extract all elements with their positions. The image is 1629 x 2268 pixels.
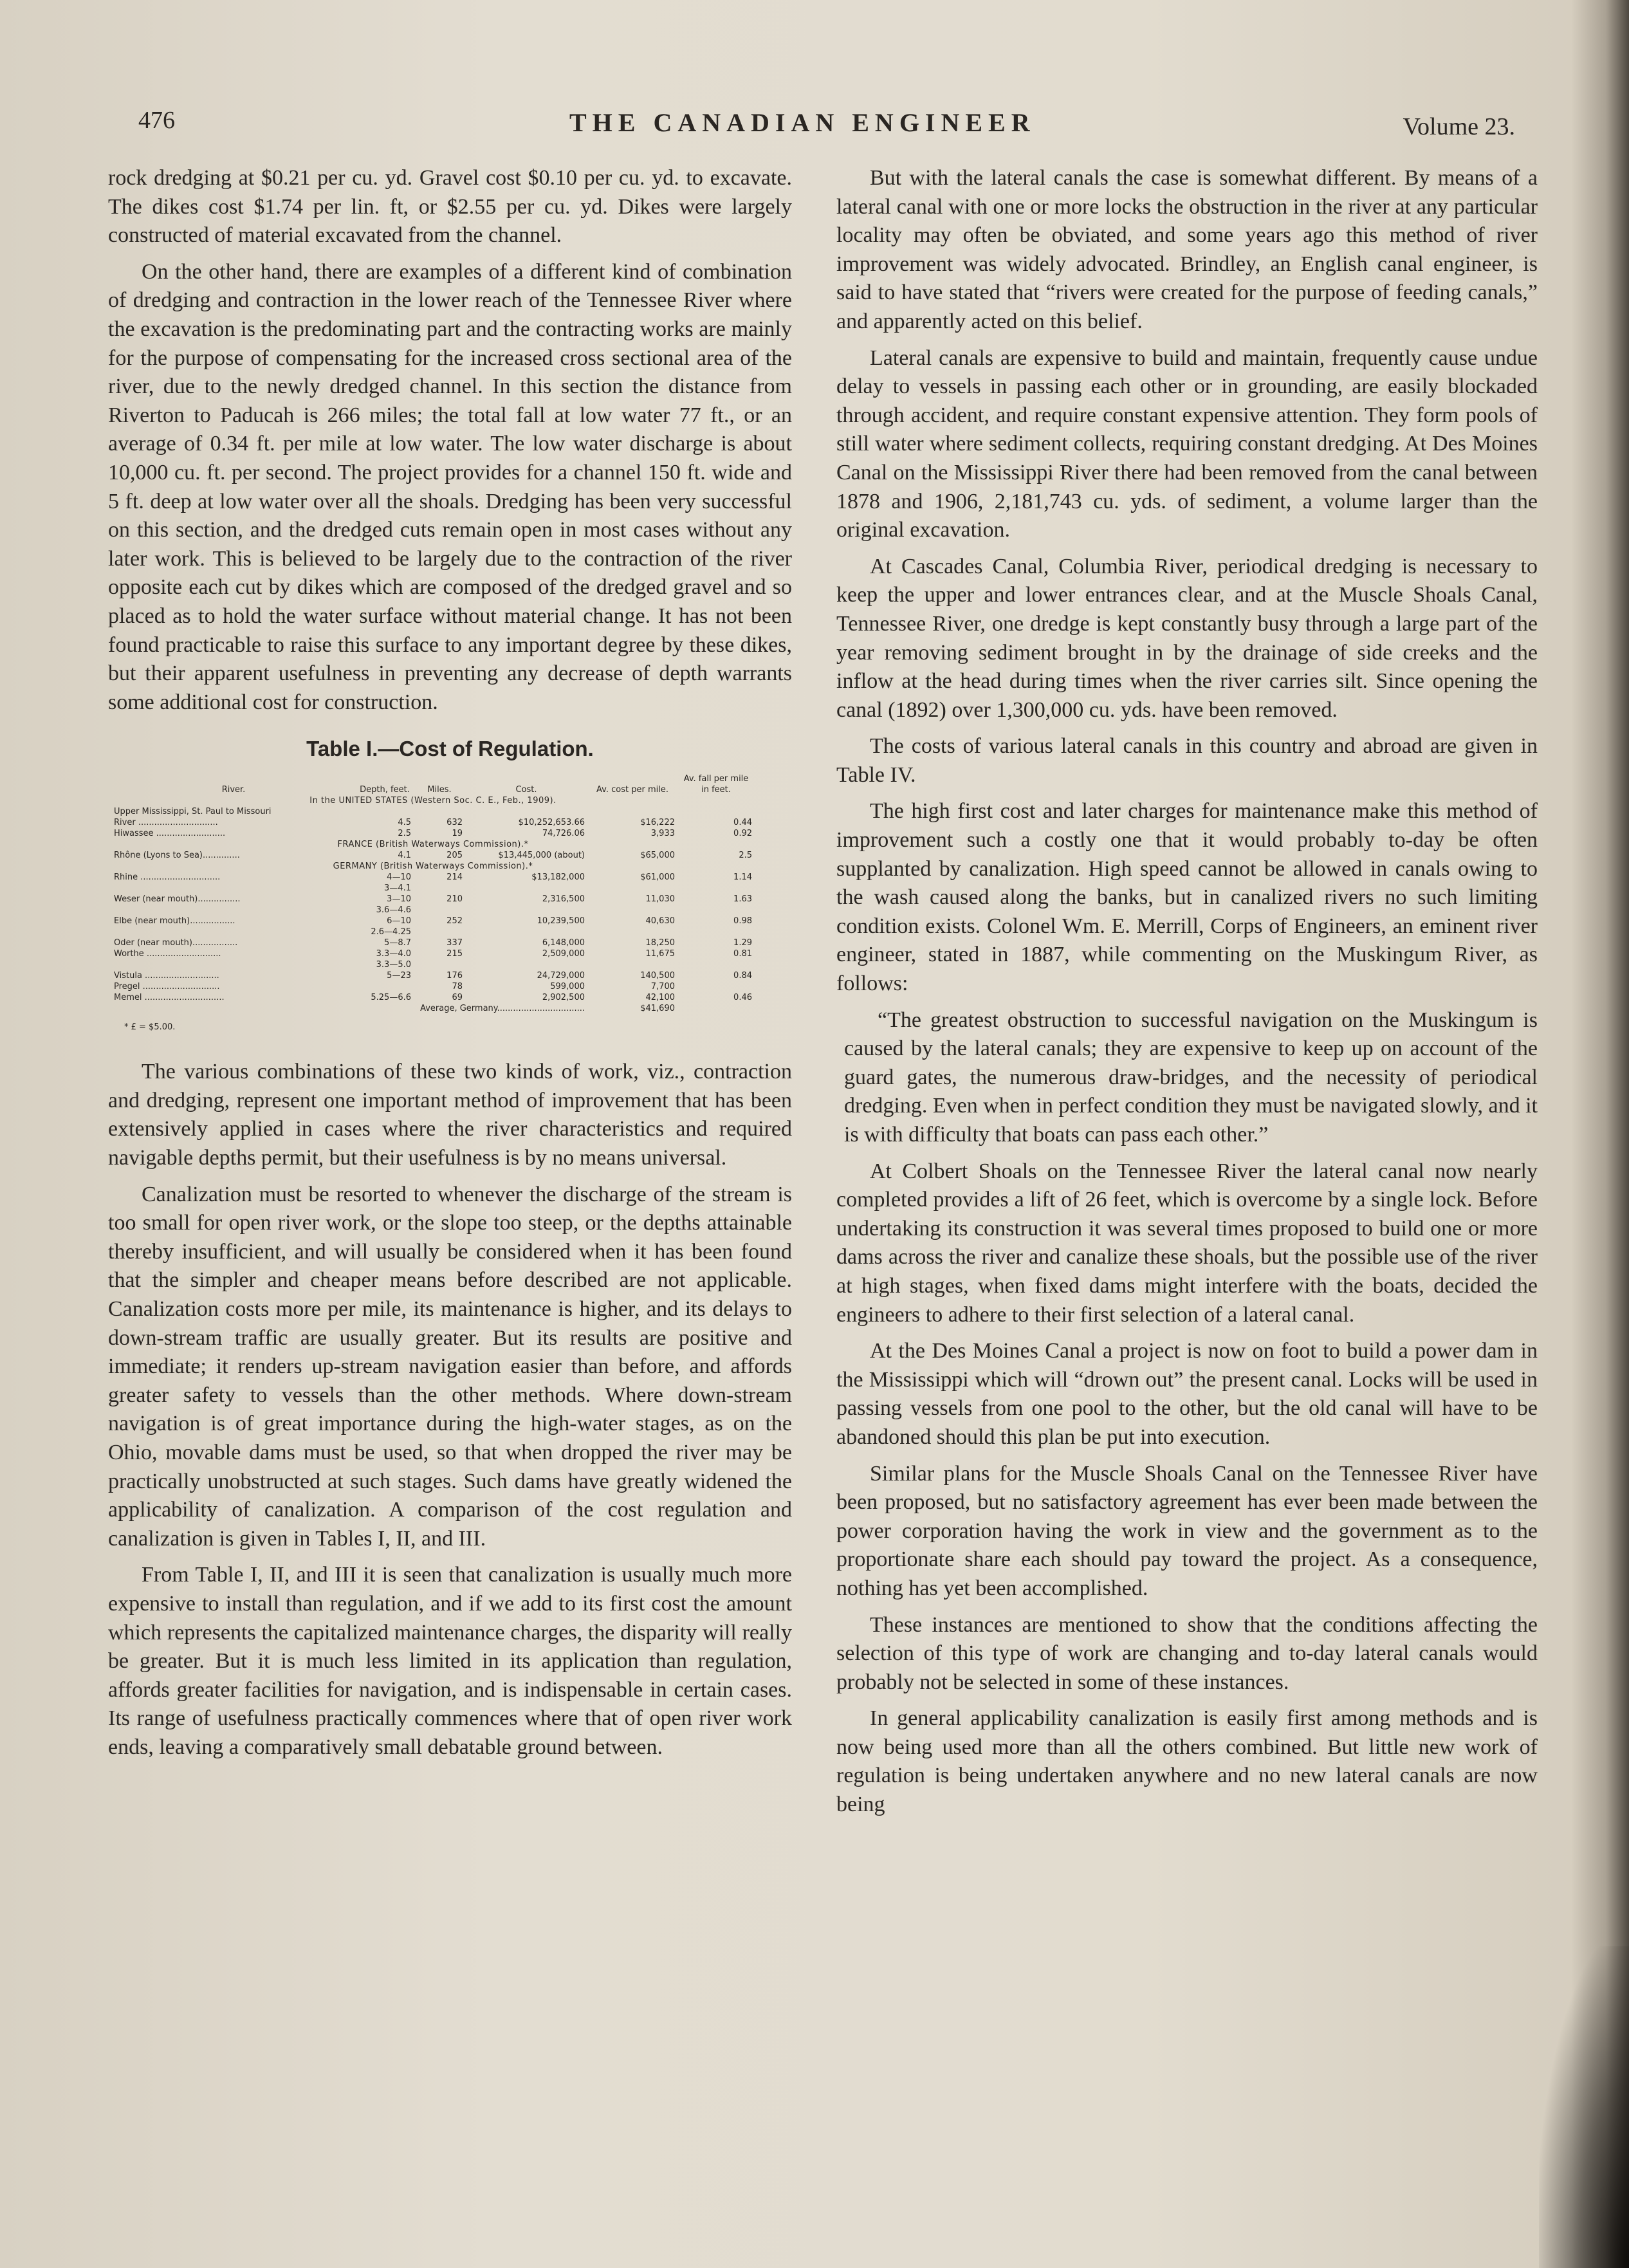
table-cell-miles — [414, 927, 465, 937]
table-header-row — [111, 773, 755, 795]
paragraph: At the Des Moines Canal a project is now on foot to build a power dam in the Mississippi which will “drown out” the present canal. Locks will be used in passing vessels from one pool to the other, but the old canal will have to be abandoned should this plan be put into execution. — [836, 1339, 1538, 1449]
table-cell-av-cost: 40,630 — [645, 916, 675, 927]
table-row — [111, 828, 755, 839]
table-cell-depth — [356, 981, 414, 992]
table-cell-depth: 5—8.7 — [384, 938, 411, 948]
table-cell-river: Rhine .............................. — [114, 872, 221, 883]
table-cell-miles: 205 — [446, 851, 463, 861]
table-cell-av-cost — [587, 959, 677, 970]
table-section-heading-row — [111, 795, 755, 806]
table-cell-cost: 6,148,000 — [542, 938, 585, 948]
table-cell-av-cost: 18,250 — [645, 938, 675, 948]
table-cell-av-cost: 42,100 — [645, 993, 675, 1003]
table-cell-av-cost — [587, 883, 677, 894]
table-cell-miles: 176 — [446, 971, 463, 981]
table-cell-cost: 2,316,500 — [542, 894, 585, 905]
table-cell-miles: 215 — [446, 949, 463, 959]
table-cell-av-cost: 3,933 — [650, 829, 675, 839]
table-cell-depth: 2.6—4.25 — [371, 927, 411, 937]
paragraph: The various combinations of these two kinds of work, viz., contraction and dredging, represent one important method of improvement that has been extensively applied in cases where the river characteristics and required navigable depths permit, but their usefulness is by no means universal. — [108, 1060, 792, 1170]
table-cell-river: Oder (near mouth)................. — [114, 938, 238, 948]
table-cell-av-fall: 0.84 — [733, 971, 752, 981]
table-cell-depth: 3.3—4.0 — [376, 949, 411, 959]
table-cell-depth: 2.5 — [398, 829, 411, 839]
table-cell-miles: 214 — [446, 872, 463, 883]
table-section-heading-row — [111, 839, 755, 850]
table-cell-river: Memel .............................. — [114, 993, 225, 1003]
table-cell-depth: 4—10 — [387, 872, 411, 883]
table-cell-av-fall: 0.44 — [733, 818, 752, 828]
table-row — [111, 948, 755, 959]
table-cell-river: Upper Mississippi, St. Paul to Missouri — [114, 807, 272, 817]
table-cell-av-fall — [677, 981, 755, 992]
table-row — [111, 850, 755, 861]
column-header-av-fall: Av. fall per mile in feet. — [683, 774, 749, 795]
table-row — [111, 937, 755, 948]
table-row — [111, 981, 755, 992]
table-cell-av-cost: 11,675 — [645, 949, 675, 959]
paragraph: Canalization must be resorted to whenever the discharge of the stream is too small for open river work, or the slope too steep, or the depths attainable thereby insufficient, and will usually be considered when it has been found that the simpler and cheaper means before described are not applicable. Canalization costs more per mile, its maintenance is higher, and its delays to down-stream traffic are usually greater. But its results are positive and immediate; it renders up-stream navigation easier than before, and affords greater safety to vessels than the other methods. Where down-stream navigation is of great importance during the high-water stages, as on the Ohio, movable dams must be used, so that when dropped the river may be practically unobstructed at such stages. Such dams have greatly widened the applicability of canalization. A comparison of the cost regulation and canalization is given in Tables I, II, and III. — [108, 1182, 792, 1551]
table-cell-river: Weser (near mouth)................ — [114, 894, 241, 905]
table-cell-depth: 3—10 — [387, 894, 411, 905]
table-cell-river: Elbe (near mouth)................. — [114, 916, 235, 927]
table-cell-depth: 5—23 — [387, 971, 411, 981]
column-header-miles: Miles. — [427, 785, 452, 795]
table-cell-av-fall — [677, 883, 755, 894]
table-row — [111, 894, 755, 905]
table-row — [111, 959, 755, 970]
table-cell-cost: 24,729,000 — [537, 971, 585, 981]
table-cell-river: Hiwassee .......................... — [114, 829, 226, 839]
table-cell-av-cost: 11,030 — [645, 894, 675, 905]
table-average-value: $41,690 — [640, 1004, 675, 1014]
paragraph: At Colbert Shoals on the Tennessee River the lateral canal now nearly completed provides a lift of 26 feet, which is overcome by a single lock. Before undertaking its construction it was several times proposed to build one or more dams across the river and canalize these shoals, but the possible use of the river at high stages, when fixed dams might interfere with the boats, decided the engineers to adhere to their first selection of a lateral canal. — [836, 1159, 1538, 1327]
table-cell-cost — [465, 806, 587, 817]
table-row — [111, 872, 755, 883]
table-cell-av-fall: 0.81 — [733, 949, 752, 959]
paragraph: Similar plans for the Muscle Shoals Canal on the Tennessee River have been proposed, but no satisfactory agreement has ever been made between the power corporation having the work in view and the government as to the proportionate share each should pay toward the project. As a consequence, nothing has yet been accomplished. — [836, 1461, 1538, 1600]
table-row — [111, 817, 755, 828]
table-section-heading-row — [111, 861, 755, 872]
volume-label: Volume 23. — [1403, 113, 1515, 140]
table-row — [111, 806, 755, 817]
table-row — [111, 992, 755, 1003]
table-cell-av-fall: 1.14 — [733, 872, 752, 883]
table-section-heading: FRANCE (British Waterways Commission).* — [337, 840, 529, 850]
table-cell-cost — [465, 927, 587, 937]
table-section-heading: In the UNITED STATES (Western Soc. C. E., Feb., 1909). — [309, 796, 557, 806]
table-cell-river: Rhône (Lyons to Sea).............. — [114, 851, 240, 861]
journal-title: THE CANADIAN ENGINEER — [569, 108, 1036, 137]
table-cell-depth: 5.25—6.6 — [371, 993, 411, 1003]
table-section-heading: GERMANY (British Waterways Commission).* — [333, 862, 533, 872]
table-cell-av-fall — [677, 806, 755, 817]
column-header-cost: Cost. — [515, 785, 537, 795]
table-cell-depth: 3.6—4.6 — [376, 905, 411, 916]
column-header-river: River. — [221, 785, 246, 795]
paragraph: rock dredging at $0.21 per cu. yd. Gravel cost $0.10 per cu. yd. to excavate. The dikes cost $1.74 per lin. ft, or $2.55 per cu. yd. Dikes were largely constructed of material excavated from the channel. — [108, 166, 792, 248]
table-cell-cost — [465, 959, 587, 970]
table-cell-miles: 69 — [452, 993, 463, 1003]
table-cell-depth — [356, 806, 414, 817]
table-cell-river — [111, 905, 356, 916]
table-cell-river — [111, 927, 356, 937]
table-footnote: * £ = $5.00. — [124, 1022, 176, 1033]
paragraph: At Cascades Canal, Columbia River, periodical dredging is necessary to keep the upper and lower entrances clear, and at the Muscle Shoals Canal, Tennessee River, one dredge is kept constantly busy through a large part of the year removing sediment brought in by the drainage of side creeks and the inflow at the head during times when the river carries silt. Since opening the canal (1892) over 1,300,000 cu. yds. have been removed. — [836, 554, 1538, 722]
table-cell-miles: 252 — [446, 916, 463, 927]
table-body — [111, 795, 755, 1014]
table-cell-av-fall: 1.29 — [733, 938, 752, 948]
table-cell-av-cost — [587, 806, 677, 817]
paragraph: The costs of various lateral canals in this country and abroad are given in Table IV. — [836, 734, 1538, 787]
table-cell-av-fall: 0.92 — [733, 829, 752, 839]
table-row — [111, 916, 755, 927]
table-cell-river: Worthe ............................ — [114, 949, 221, 959]
table-cell-river — [111, 883, 356, 894]
table-cell-depth: 3—4.1 — [384, 883, 411, 894]
paragraph: But with the lateral canals the case is somewhat different. By means of a lateral canal with one or more locks the obstruction in the river at any particular locality may often be obviated, and some years ago this method of river improvement was widely advocated. Brindley, an English canal engineer, is said to have stated that “rivers were created for the purpose of feeding canals,” and apparently acted on this belief. — [836, 166, 1538, 333]
table-cell-av-fall: 0.46 — [733, 993, 752, 1003]
table-cell-av-fall: 0.98 — [733, 916, 752, 927]
column-header-av-cost: Av. cost per mile. — [596, 785, 668, 795]
quotation-paragraph: “The greatest obstruction to successful navigation on the Muskingum is caused by the lateral canals; they are expensive to keep up on account of the guard gates, the numerous draw-bridges, and the necessity of periodical dredging. Even when in perfect condition they must be navigated slowly, and it is with difficulty that boats can pass each other.” — [844, 1008, 1538, 1147]
table-cell-av-cost: 140,500 — [640, 971, 675, 981]
column-header-depth: Depth, feet. — [360, 785, 410, 795]
table-cell-cost — [465, 905, 587, 916]
page-header — [132, 106, 1515, 145]
table-cell-av-cost — [587, 905, 677, 916]
table-cell-depth: 3.3—5.0 — [376, 960, 411, 970]
table-cell-depth: 4.1 — [398, 851, 411, 861]
paragraph: The high first cost and later charges for maintenance make this method of improvement such a costly one that it would probably to-day be often supplanted by canalization. High speed cannot be allowed in canals owing to the wash caused along the banks, but in canalized rivers no such limiting condition exists. Colonel Wm. E. Merrill, Corps of Engineers, an eminent river engineer, stated in 1887, while commenting on the Muskingum River, as follows: — [836, 799, 1538, 996]
table-row — [111, 970, 755, 981]
table-average-row — [111, 1003, 755, 1014]
table-title: Table I.—Cost of Regulation. — [306, 737, 594, 761]
table-cell-cost: 2,902,500 — [542, 993, 585, 1003]
table-cell-av-fall: 2.5 — [739, 851, 752, 861]
table-cell-cost: 599,000 — [550, 982, 585, 992]
table-cell-miles: 632 — [446, 818, 463, 828]
table-cell-miles: 337 — [446, 938, 463, 948]
table-row — [111, 927, 755, 937]
table-cell-av-cost: 7,700 — [650, 982, 675, 992]
table-cell-av-fall — [677, 905, 755, 916]
table-cell-miles — [414, 959, 465, 970]
table-cell-miles: 78 — [452, 982, 463, 992]
paragraph: These instances are mentioned to show that the conditions affecting the selection of this type of work are changing and to-day lateral canals would probably not be selected in some of these instances. — [836, 1612, 1538, 1694]
table-cell-av-fall — [677, 959, 755, 970]
table-cell-cost: $13,445,000 (about) — [498, 851, 585, 861]
page-corner-shadow — [1539, 1946, 1629, 2268]
table-cell-av-fall: 1.63 — [733, 894, 752, 905]
table-cell-miles: 19 — [452, 829, 463, 839]
table-cell-river — [111, 959, 356, 970]
table-cell-cost: 74,726.06 — [542, 829, 585, 839]
table-block — [108, 736, 792, 1033]
page-number: 476 — [138, 107, 175, 134]
table-cell-miles: 210 — [446, 894, 463, 905]
table-cell-cost: $10,252,653.66 — [518, 818, 585, 828]
table-cell-cost — [465, 883, 587, 894]
paragraph: In general applicability canalization is easily first among methods and is now being used more than all the others combined. But little new work of regulation is being undertaken anywhere and no new lateral canals are now being — [836, 1706, 1538, 1817]
paragraph: From Table I, II, and III it is seen that canalization is usually much more expensive to install than regulation, and if we add to its first cost the amount which represents the capitalized maintenance charges, the disparity will really be greater. But it is much less limited in its application than regulation, affords greater facilities for navigation, and is indispensable in certain cases. Its range of usefulness practically commences where that of open river work ends, leaving a comparatively small debatable ground between. — [108, 1563, 792, 1759]
page-edge-shadow — [1571, 0, 1629, 2268]
table-cell-av-fall — [677, 927, 755, 937]
table-cell-cost: $13,182,000 — [531, 872, 585, 883]
table-cell-av-cost: $61,000 — [640, 872, 675, 883]
table-row — [111, 905, 755, 916]
table-cell-cost: 2,509,000 — [542, 949, 585, 959]
left-column — [108, 164, 792, 1770]
table-cell-depth: 4.5 — [398, 818, 411, 828]
table-cell-miles — [414, 883, 465, 894]
table-cell-empty — [677, 1003, 755, 1014]
table-cell-miles — [414, 905, 465, 916]
table-cell-depth: 6—10 — [387, 916, 411, 927]
cost-of-regulation-table — [111, 773, 755, 1014]
table-cell-river: Pregel ............................. — [114, 982, 220, 992]
right-column — [836, 164, 1538, 1827]
table-cell-miles — [414, 806, 465, 817]
table-cell-av-cost: $65,000 — [640, 851, 675, 861]
paragraph: Lateral canals are expensive to build and maintain, frequently cause undue delay to vessels in passing each other or in grounding, are easily blockaded through accident, and require constant expensive attention. They form pools of still water where sediment collects, requiring constant dredging. At Des Moines Canal on the Mississippi River there had been removed from the canal between 1878 and 1906, 2,181,743 cu. yds. of sediment, a volume larger than the original excavation. — [836, 346, 1538, 542]
table-cell-av-cost: $16,222 — [640, 818, 675, 828]
table-cell-cost: 10,239,500 — [537, 916, 585, 927]
table-cell-river: Vistula ............................ — [114, 971, 219, 981]
table-average-label: Average, Germany................................. — [420, 1004, 585, 1014]
paragraph: On the other hand, there are examples of a different kind of combination of dredging and contraction in the lower reach of the Tennessee River where the excavation is the predominating part and the contracting works are mainly for the purpose of compensating for the increased cross sectional area of the river, due to the newly dredged channel. In this section the distance from Riverton to Paducah is 266 miles; the total fall at low water 77 ft., or an average of 0.34 ft. per mile at low water. The low water discharge is about 10,000 cu. ft. per second. The project provides for a channel 150 ft. wide and 5 ft. deep at low water over all the shoals. Dredging has been very successful on this section, and the dredged cuts remain open in most cases without any later work. This is believed to be largely due to the contraction of the river opposite each cut by dikes which are composed of the dredged gravel and so placed as to hold the water surface without material change. It has not been found practicable to raise this surface to any important degree by these dikes, but their apparent usefulness in preventing any decrease of depth warrants some additional cost for construction. — [108, 259, 792, 714]
table-cell-river: River .............................. — [114, 818, 218, 828]
table-row — [111, 883, 755, 894]
table-cell-av-cost — [587, 927, 677, 937]
